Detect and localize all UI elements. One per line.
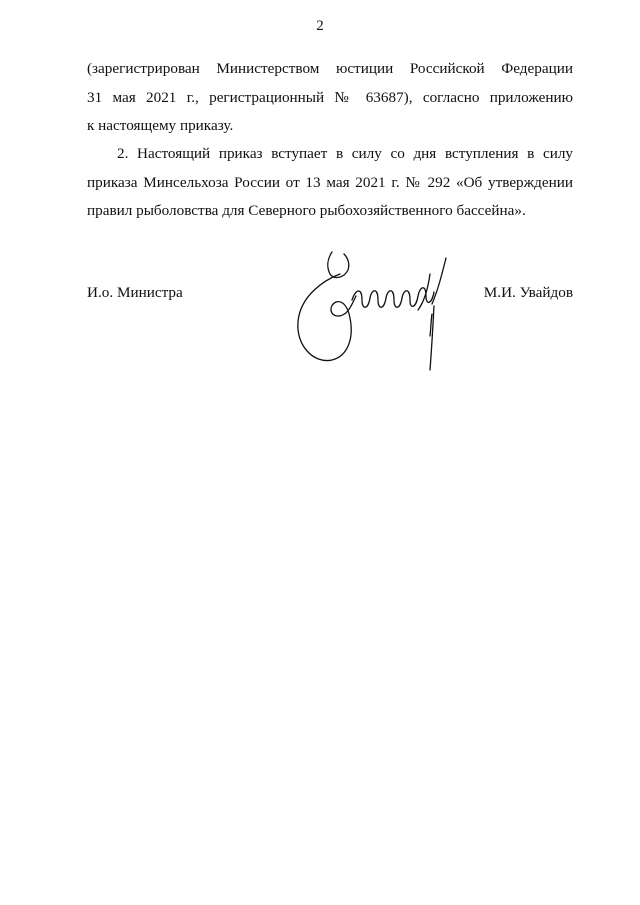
paragraph-effective-date bbox=[87, 140, 573, 226]
text-line: 2. Настоящий приказ вступает в силу со дня вступления в силу bbox=[117, 145, 573, 162]
text-line: к настоящему приказу. bbox=[87, 117, 234, 134]
signatory-name: М.И. Увайдов bbox=[483, 284, 573, 301]
text-line: приказа Минсельхоза России от 13 мая 2021 г. № 292 «Об утверждении bbox=[87, 173, 573, 191]
text-line: (зарегистрирован Министерством юстиции Российской Федерации bbox=[87, 60, 573, 77]
text-line: 31 мая 2021 г., регистрационный № 63687), согласно приложению bbox=[87, 88, 573, 106]
paragraph-registration bbox=[87, 55, 573, 141]
page-number: 2 bbox=[316, 18, 324, 34]
signatory-title: И.о. Министра bbox=[87, 284, 183, 301]
text-line: правил рыболовства для Северного рыбохозяйственного бассейна». bbox=[87, 202, 526, 219]
handwritten-signature bbox=[292, 244, 452, 379]
